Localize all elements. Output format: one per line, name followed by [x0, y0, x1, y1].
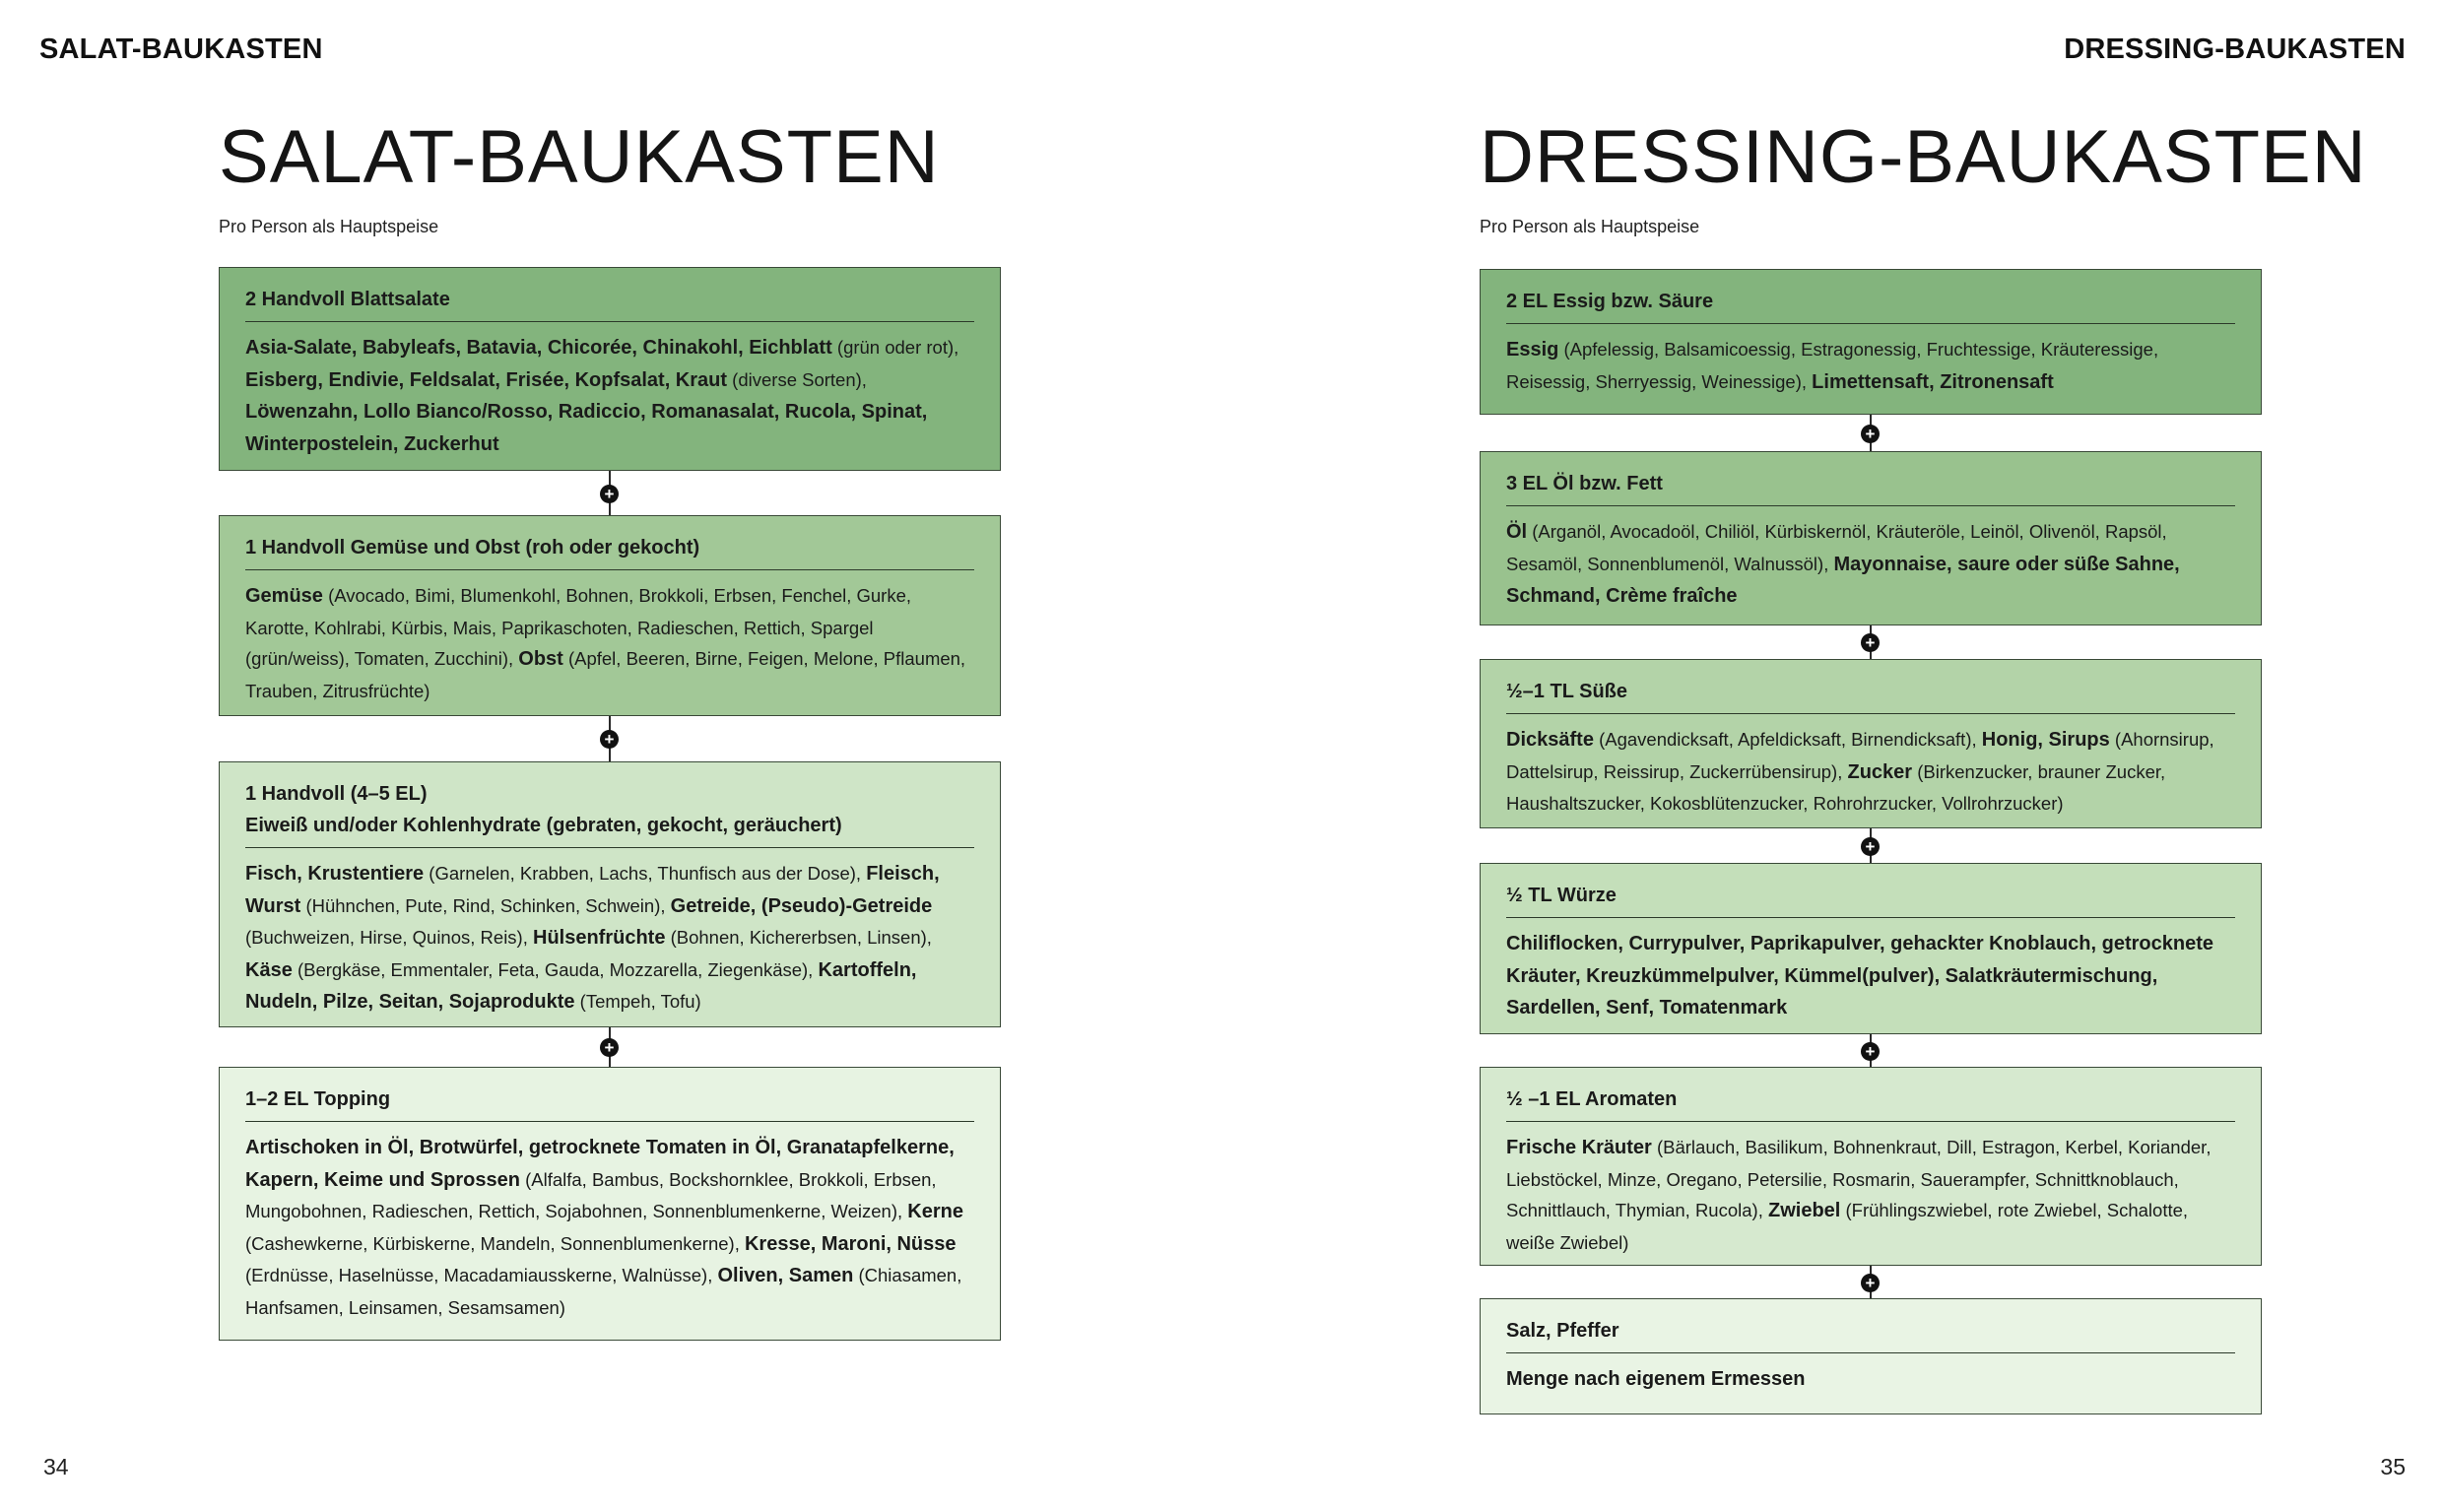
- ingredient-group: Löwenzahn, Lollo Bianco/Rosso, Radiccio, Romanasalat, Rucola, Spinat, Winterpostelein, Zuckerhut: [245, 401, 928, 455]
- ingredient-examples: (Cashewkerne, Kürbiskerne, Mandeln, Sonnenblumenkerne),: [245, 1232, 745, 1254]
- ingredient-examples: (Arganöl, Avocadoöl, Chiliöl, Kürbiskernöl, Kräuteröle, Leinöl, Olivenöl, Rapsöl, Sesamöl, Sonnenblumenöl, Walnussöl),: [1506, 521, 2167, 574]
- dressing-box-4: [1480, 863, 2262, 1034]
- dressing-box-heading: [1506, 1315, 2235, 1353]
- salad-kit-subtitle: Pro Person als Hauptspeise: [219, 217, 439, 236]
- salad-box-body: [245, 580, 974, 706]
- salad-box-heading: [245, 778, 974, 848]
- ingredient-group: Obst: [518, 648, 563, 670]
- salad-kit-title: SALAT-BAUKASTEN: [219, 115, 940, 199]
- ingredient-group: Chiliflocken, Currypulver, Paprikapulver, gehackter Knoblauch, getrocknete Kräuter, Kreuzkümmelpulver, Kümmel(pulver), Salatkräutermischung, Sardellen, Senf, Tomatenmark: [1506, 933, 2213, 1019]
- dressing-box-body: [1506, 1363, 2235, 1396]
- box-heading-line: 3 EL Öl bzw. Fett: [1506, 473, 1663, 494]
- ingredient-group: Menge nach eigenem Ermessen: [1506, 1368, 1806, 1390]
- salad-box-heading: [245, 1084, 974, 1122]
- dressing-box-heading: [1506, 286, 2235, 324]
- right-page-number: 35: [2380, 1454, 2406, 1479]
- ingredient-examples: (grün oder rot),: [831, 337, 959, 358]
- dressing-box-body: [1506, 724, 2235, 820]
- ingredient-examples: (Chiasamen, Hanfsamen, Leinsamen, Sesamsamen): [245, 1265, 962, 1318]
- plus-icon: +: [1861, 1042, 1880, 1061]
- box-heading-line: 1 Handvoll Gemüse und Obst (roh oder gekocht): [245, 537, 700, 559]
- box-heading-line: 2 Handvoll Blattsalate: [245, 289, 450, 310]
- salad-box-heading: [245, 532, 974, 570]
- ingredient-examples: (Avocado, Bimi, Blumenkohl, Bohnen, Brokkoli, Erbsen, Fenchel, Gurke, Karotte, Kohlrabi, Kürbis, Mais, Paprikaschoten, Radieschen, Rettich, Spargel (grün/weiss), Tomaten, Zucchini),: [245, 585, 912, 669]
- ingredient-group: Fisch, Krustentiere: [245, 863, 425, 885]
- plus-icon: +: [600, 1038, 619, 1057]
- box-heading-line: ½ TL Würze: [1506, 885, 1617, 906]
- box-heading-line: 2 EL Essig bzw. Säure: [1506, 291, 1714, 312]
- ingredient-group: Hülsenfrüchte: [533, 927, 666, 949]
- salad-box-1: [219, 267, 1001, 471]
- ingredient-examples: (Erdnüsse, Haselnüsse, Macadamiausskerne, Walnüsse),: [245, 1265, 718, 1285]
- salad-box-4: [219, 1067, 1001, 1341]
- ingredient-group: Kresse, Maroni, Nüsse: [744, 1232, 957, 1255]
- dressing-box-heading: [1506, 1084, 2235, 1122]
- salad-box-body: [245, 858, 974, 1019]
- ingredient-group: Honig, Sirups: [1981, 729, 2110, 751]
- left-page-number: 34: [43, 1454, 69, 1479]
- plus-icon: +: [1861, 1274, 1880, 1292]
- ingredient-examples: (Garnelen, Krabben, Lachs, Thunfisch aus der Dose),: [424, 863, 867, 884]
- ingredient-examples: (Apfelessig, Balsamicoessig, Estragonessig, Fruchtessige, Kräuteressige, Reisessig, Sherryessig, Weinessige),: [1506, 339, 2159, 392]
- dressing-box-heading: [1506, 676, 2235, 714]
- plus-icon: +: [1861, 633, 1880, 652]
- ingredient-examples: (Agavendicksaft, Apfeldicksaft, Birnendicksaft),: [1593, 729, 1982, 750]
- ingredient-group: Käse: [245, 958, 293, 981]
- ingredient-group: Zucker: [1847, 760, 1913, 783]
- dressing-box-5: [1480, 1067, 2262, 1266]
- ingredient-group: Getreide, (Pseudo)-Getreide: [670, 894, 933, 917]
- ingredient-group: Limettensaft, Zitronensaft: [1812, 370, 2054, 393]
- plus-icon: +: [600, 485, 619, 503]
- box-heading-line: 1 Handvoll (4–5 EL): [245, 783, 428, 805]
- box-heading-line: ½–1 TL Süße: [1506, 681, 1628, 702]
- ingredient-group: Kerne: [907, 1201, 963, 1222]
- dressing-box-body: [1506, 334, 2235, 398]
- left-running-head: SALAT-BAUKASTEN: [39, 33, 323, 65]
- ingredient-examples: (Tempeh, Tofu): [574, 991, 701, 1012]
- dressing-box-body: [1506, 516, 2235, 613]
- salad-box-3: [219, 761, 1001, 1027]
- ingredient-group: Oliven, Samen: [717, 1265, 854, 1286]
- ingredient-examples: (Bergkäse, Emmentaler, Feta, Gauda, Mozzarella, Ziegenkäse),: [292, 958, 819, 980]
- ingredient-examples: (Birkenzucker, brauner Zucker, Haushaltszucker, Kokosblütenzucker, Rohrohrzucker, Vollrohrzucker): [1506, 760, 2166, 814]
- ingredient-examples: (Alfalfa, Bambus, Bockshornklee, Brokkoli, Erbsen, Mungobohnen, Radieschen, Rettich, Sojabohnen, Sonnenblumenkerne, Weizen),: [245, 1168, 937, 1221]
- salad-box-heading: [245, 284, 974, 322]
- ingredient-examples: (Bärlauch, Basilikum, Bohnenkraut, Dill, Estragon, Kerbel, Koriander, Liebstöckel, Minze, Oregano, Petersilie, Rosmarin, Sauerampfer, Schnittknoblauch, Schnittlauch, Thymian, Rucola),: [1506, 1137, 2212, 1220]
- ingredient-group: Kartoffeln, Nudeln, Pilze, Seitan, Sojaprodukte: [245, 958, 917, 1013]
- dressing-box-3: [1480, 659, 2262, 828]
- dressing-kit-title: DRESSING-BAUKASTEN: [1480, 115, 2367, 199]
- box-heading-line: ½ –1 EL Aromaten: [1506, 1088, 1678, 1110]
- ingredient-group: Mayonnaise, saure oder süße Sahne, Schmand, Crème fraîche: [1506, 553, 2180, 607]
- ingredient-examples: (Hühnchen, Pute, Rind, Schinken, Schwein),: [300, 894, 671, 916]
- dressing-kit-subtitle: Pro Person als Hauptspeise: [1480, 217, 1700, 236]
- ingredient-group: Gemüse: [245, 585, 323, 607]
- ingredient-group: Artischoken in Öl, Brotwürfel, getrocknete Tomaten in Öl, Granatapfelkerne, Kapern, Keime und Sprossen: [245, 1137, 955, 1191]
- dressing-box-2: [1480, 451, 2262, 625]
- dressing-box-1: [1480, 269, 2262, 415]
- right-running-head: DRESSING-BAUKASTEN: [2064, 33, 2406, 65]
- plus-icon: +: [600, 730, 619, 749]
- plus-icon: +: [1861, 425, 1880, 443]
- salad-box-body: [245, 1132, 974, 1323]
- salad-box-body: [245, 332, 974, 460]
- ingredient-group: Fleisch, Wurst: [245, 863, 940, 917]
- dressing-box-heading: [1506, 880, 2235, 918]
- ingredient-group: Eisberg, Endivie, Feldsalat, Frisée, Kopfsalat, Kraut: [245, 368, 728, 391]
- ingredient-examples: (Bohnen, Kichererbsen, Linsen),: [665, 927, 932, 948]
- ingredient-examples: (diverse Sorten),: [727, 368, 867, 390]
- box-heading-line: Eiweiß und/oder Kohlenhydrate (gebraten, gekocht, geräuchert): [245, 815, 842, 836]
- salad-box-2: [219, 515, 1001, 716]
- dressing-box-heading: [1506, 468, 2235, 506]
- ingredient-group: Asia-Salate, Babyleafs, Batavia, Chicorée, Chinakohl, Eichblatt: [245, 337, 832, 359]
- ingredient-group: Zwiebel: [1767, 1200, 1841, 1221]
- dressing-box-body: [1506, 928, 2235, 1024]
- ingredient-examples: (Ahornsirup, Dattelsirup, Reissirup, Zuckerrübensirup),: [1506, 729, 2214, 782]
- ingredient-examples: (Buchweizen, Hirse, Quinos, Reis),: [245, 927, 533, 948]
- ingredient-group: Öl: [1506, 521, 1528, 543]
- ingredient-examples: (Frühlingszwiebel, rote Zwiebel, Schalotte, weiße Zwiebel): [1506, 1200, 2189, 1253]
- dressing-box-body: [1506, 1132, 2235, 1258]
- dressing-box-6: [1480, 1298, 2262, 1414]
- plus-icon: +: [1861, 837, 1880, 856]
- ingredient-examples: (Apfel, Beeren, Birne, Feigen, Melone, Pflaumen, Trauben, Zitrusfrüchte): [245, 648, 966, 701]
- box-heading-line: Salz, Pfeffer: [1506, 1320, 1619, 1342]
- ingredient-group: Dicksäfte: [1506, 729, 1594, 751]
- ingredient-group: Frische Kräuter: [1506, 1137, 1652, 1158]
- box-heading-line: 1–2 EL Topping: [245, 1088, 391, 1110]
- ingredient-group: Essig: [1506, 339, 1559, 361]
